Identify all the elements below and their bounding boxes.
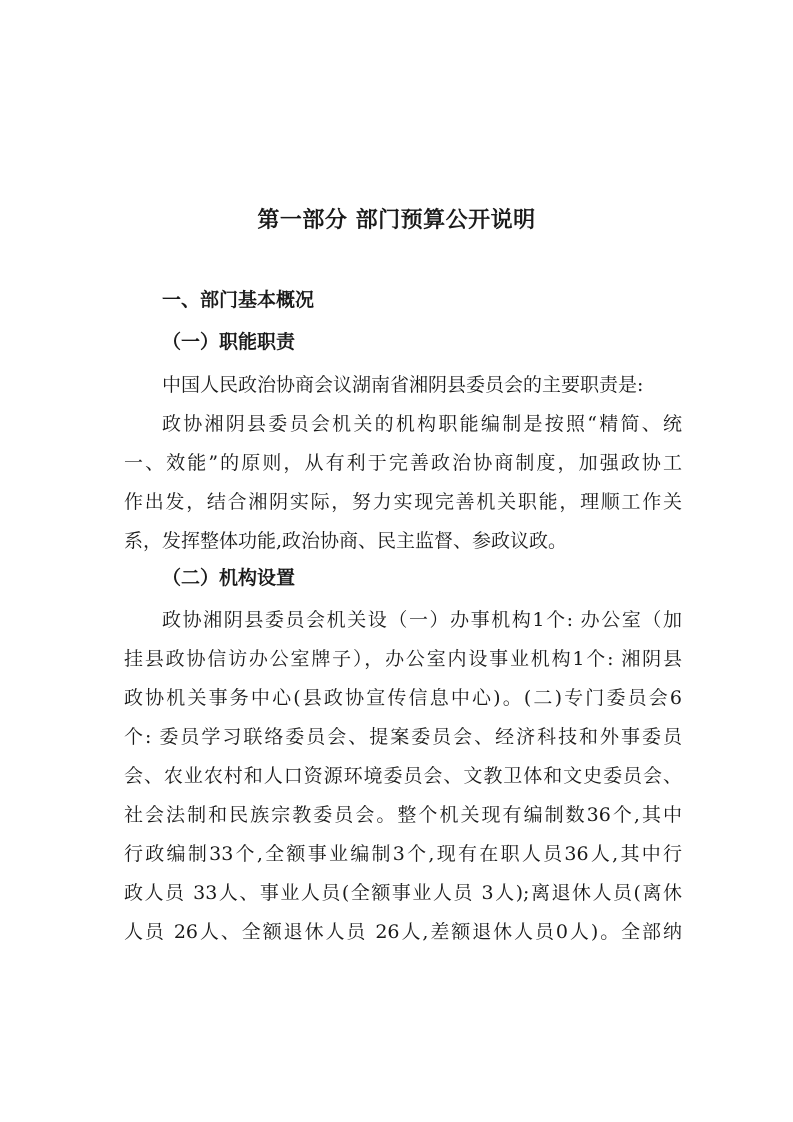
paragraph-line: 系，发挥整体功能,政治协商、民主监督、参政议政。 (124, 530, 568, 552)
paragraph-line: 政协机关事务中心(县政协宣传信息中心)。(二)专门委员会6 (124, 687, 682, 709)
paragraph-line: 作出发，结合湘阴实际，努力实现完善机关职能，理顺工作关 (124, 491, 682, 513)
paragraph-line: 政协湘阴县委员会机关设（一）办事机构1个: 办公室（加 (162, 609, 682, 631)
subsection-heading-functions: （一）职能职责 (162, 331, 296, 353)
subsection-heading-organization: （二）机构设置 (162, 567, 296, 589)
paragraph-line: 一、效能”的原则，从有利于完善政治协商制度，加强政协工 (124, 452, 682, 474)
section-heading-basic-overview: 一、部门基本概况 (162, 289, 315, 311)
paragraph-line: 社会法制和民族宗教委员会。整个机关现有编制数36个,其中 (124, 804, 682, 826)
paragraph-line: 行政编制33个,全额事业编制3个,现有在职人员36人,其中行 (124, 843, 682, 865)
paragraph-line: 中国人民政治协商会议湖南省湘阴县委员会的主要职责是: (162, 374, 644, 396)
paragraph-line: 政人员 33人、事业人员(全额事业人员 3人);离退休人员(离休 (124, 882, 682, 904)
paragraph-line: 人员 26人、全额退休人员 26人,差额退休人员0人)。全部纳 (124, 921, 682, 943)
paragraph-line: 挂县政协信访办公室牌子），办公室内设事业机构1个: 湘阴县 (124, 648, 682, 670)
page-title: 第一部分 部门预算公开说明 (257, 208, 536, 233)
paragraph-line: 政协湘阴县委员会机关的机构职能编制是按照“精简、统 (162, 413, 682, 435)
paragraph-line: 个: 委员学习联络委员会、提案委员会、经济科技和外事委员 (124, 726, 682, 748)
paragraph-line: 会、农业农村和人口资源环境委员会、文教卫体和文史委员会、 (124, 765, 682, 787)
